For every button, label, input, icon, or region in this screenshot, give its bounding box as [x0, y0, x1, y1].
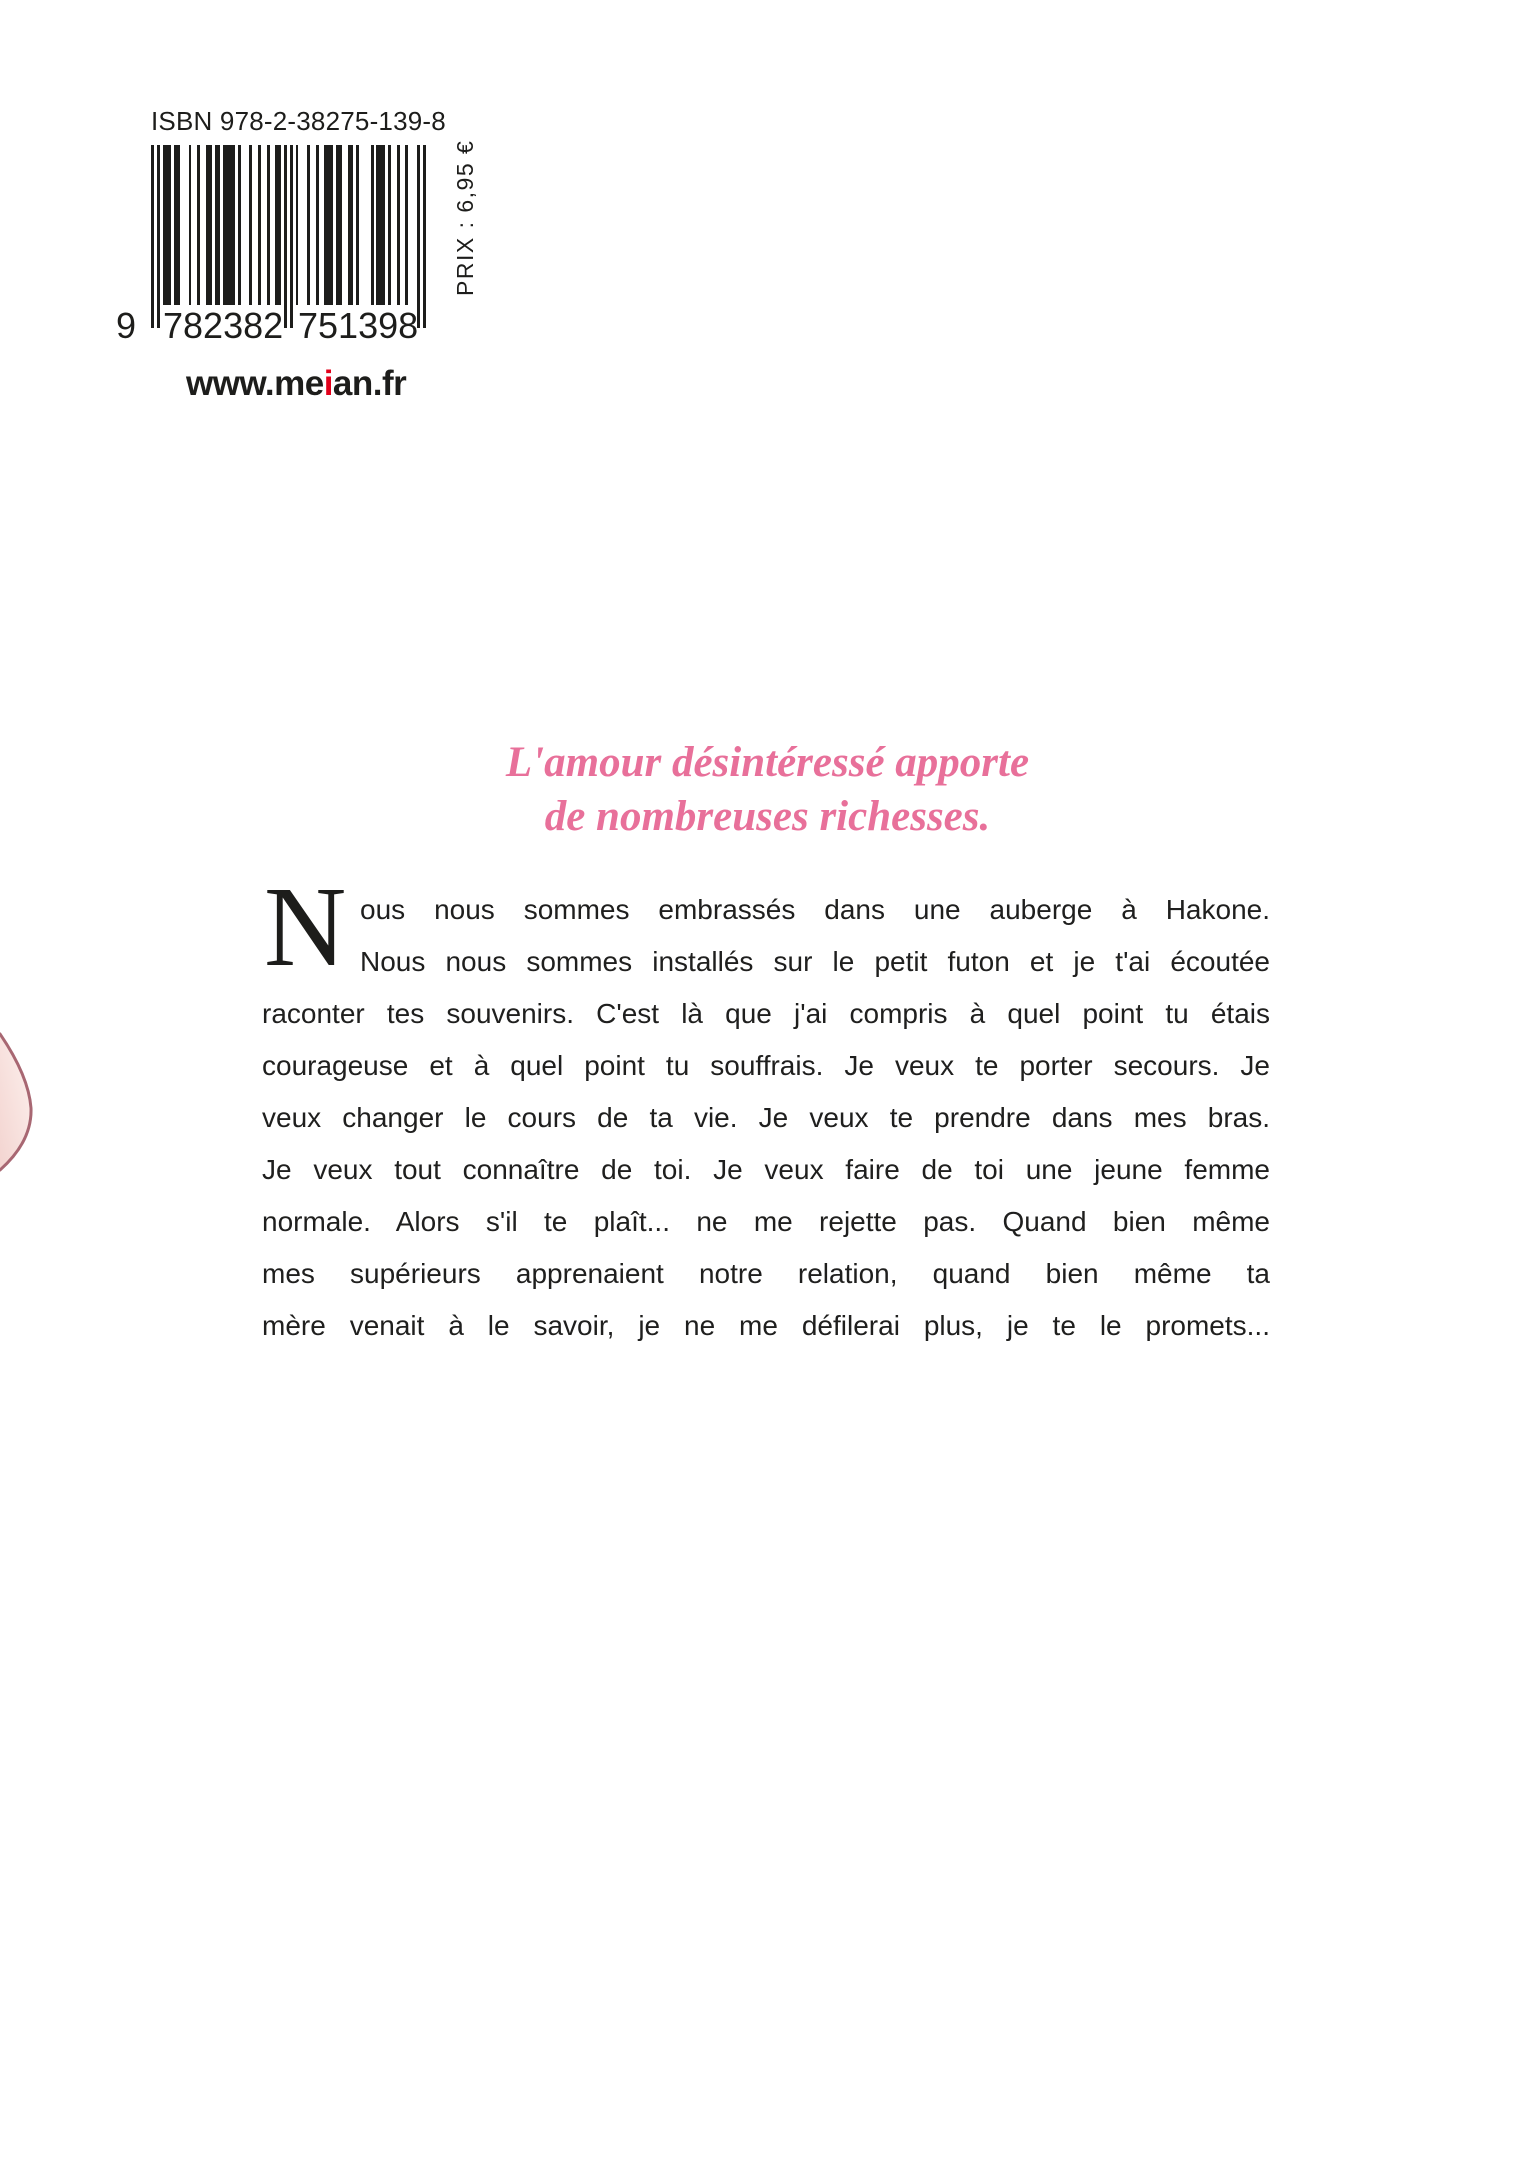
synopsis-line: courageuse et à quel point tu souffrais. Je veux te porter secours. Je	[262, 1050, 1270, 1081]
synopsis	[262, 863, 1270, 1352]
tagline-line2: de nombreuses richesses.	[544, 793, 991, 840]
synopsis-line: Je veux tout connaître de toi. Je veux faire de toi une jeune femme	[262, 1154, 1270, 1185]
synopsis-lines	[262, 884, 1270, 1352]
petal-artwork-icon	[0, 1022, 40, 1172]
synopsis-line: Nous nous sommes installés sur le petit futon et je t'ai écoutée	[360, 946, 1270, 977]
tagline-line1: L'amour désintéressé apporte	[505, 739, 1030, 786]
website-suffix: an.fr	[332, 364, 407, 403]
website-highlight-letter: i	[323, 364, 333, 403]
synopsis-line: raconter tes souvenirs. C'est là que j'ai compris à quel point tu étais	[262, 998, 1270, 1029]
barcode-digits-group1: 782382	[163, 305, 284, 346]
synopsis-line: mère venait à le savoir, je ne me défilerai plus, je te le promets...	[262, 1310, 1270, 1341]
isbn-label: ISBN 978-2-38275-139-8	[151, 106, 446, 136]
tagline	[0, 736, 1535, 844]
synopsis-line: veux changer le cours de ta vie. Je veux te prendre dans mes bras.	[262, 1102, 1270, 1133]
barcode-bar	[423, 145, 426, 328]
price-label: PRIX : 6,95 €	[452, 139, 478, 296]
publisher-website	[186, 364, 406, 404]
synopsis-line: mes supérieurs apprenaient notre relation, quand bien même ta	[262, 1258, 1270, 1289]
synopsis-line: ous nous sommes embrassés dans une auberge à Hakone.	[360, 894, 1270, 925]
drop-cap: N	[264, 863, 347, 990]
barcode-digits-group2: 751398	[298, 305, 419, 346]
petal-fill	[0, 1034, 31, 1170]
barcode-digit-left: 9	[116, 305, 137, 346]
ean13-barcode	[151, 145, 426, 328]
website-prefix: www.me	[186, 364, 324, 403]
synopsis-line: normale. Alors s'il te plaît... ne me rejette pas. Quand bien même	[262, 1206, 1270, 1237]
